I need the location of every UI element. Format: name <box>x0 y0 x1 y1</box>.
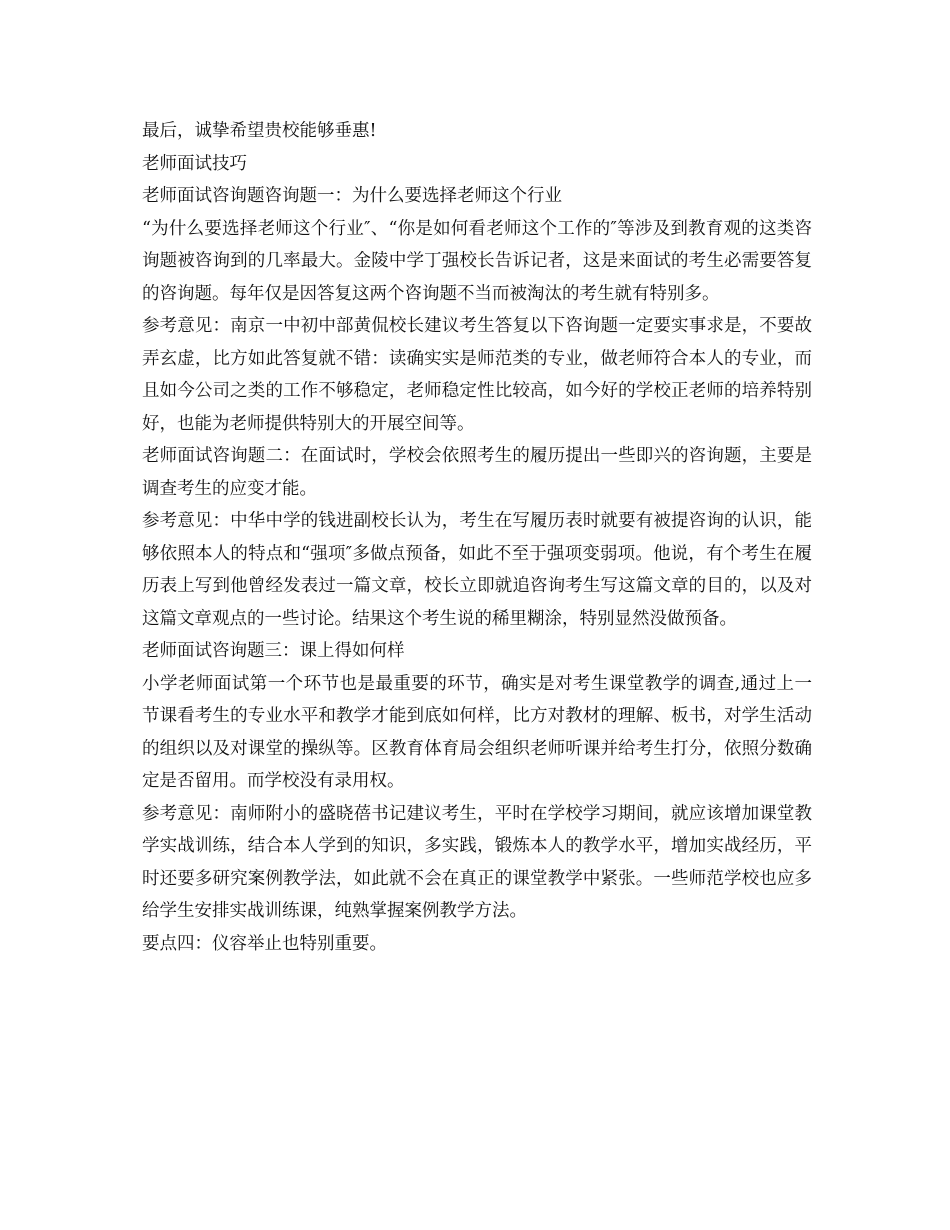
question-3-body: 小学老师面试第一个环节也是最重要的环节，确实是对考生课堂教学的调查,通过上一节课看考生的专业水平和教学才能到底如何样，比方对教材的理解、板书，对学生活动的组织以及对课堂的操纵等。区教育体育局会组织老师听课并给考生打分，依照分数确定是否留用。而学校没有录用权。 <box>142 673 812 791</box>
question-1-advice: 参考意见：南京一中初中部黄侃校长建议考生答复以下咨询题一定要实事求是，不要故弄玄虚，比方如此答复就不错：读确实实是师范类的专业，做老师符合本人的专业，而且如今公司之类的工作不够稳定，老师稳定性比较高，如今好的学校正老师的培养特别好，也能为老师提供特别大的开展空间等。 <box>142 316 812 434</box>
question-2-heading: 老师面试咨询题二：在面试时，学校会依照考生的履历提出一些即兴的咨询题，主要是调查考生的应变才能。 <box>142 446 812 499</box>
closing-line: 最后，诚挚希望贵校能够垂惠! <box>142 121 377 141</box>
point-4-heading: 要点四：仪容举止也特别重要。 <box>142 933 387 954</box>
question-3-heading: 老师面试咨询题三：课上得如何样 <box>142 641 405 661</box>
question-1-body: “为什么要选择老师这个行业″、“你是如何看老师这个工作的″等涉及到教育观的这类咨询题被咨询到的几率最大。金陵中学丁强校长告诉记者，这是来面试的考生必需要答复的咨询题。每年仅是因答复这两个咨询题不当而被淘汰的考生就有特别多。 <box>142 218 812 304</box>
question-2-advice: 参考意见：中华中学的钱进副校长认为，考生在写履历表时就要有被提咨询的认识，能够依照本人的特点和“强项″多做点预备，如此不至于强项变弱项。他说，有个考生在履历表上写到他曾经发表过一篇文章，校长立即就追咨询考生写这篇文章的目的，以及对这篇文章观点的一些讨论。结果这个考生说的稀里糊涂，特别显然没做预备。 <box>142 511 812 629</box>
question-1-heading: 老师面试咨询题咨询题一：为什么要选择老师这个行业 <box>142 186 562 206</box>
section-title: 老师面试技巧 <box>142 153 247 174</box>
document-body <box>142 115 812 960</box>
question-3-advice: 参考意见：南师附小的盛晓蓓书记建议考生，平时在学校学习期间，就应该增加课堂教学实战训练，结合本人学到的知识，多实践，锻炼本人的教学水平，增加实战经历，平时还要多研究案例教学法，如此就不会在真正的课堂教学中紧张。一些师范学校也应多给学生安排实战训练课，纯熟掌握案例教学方法。 <box>142 803 812 921</box>
